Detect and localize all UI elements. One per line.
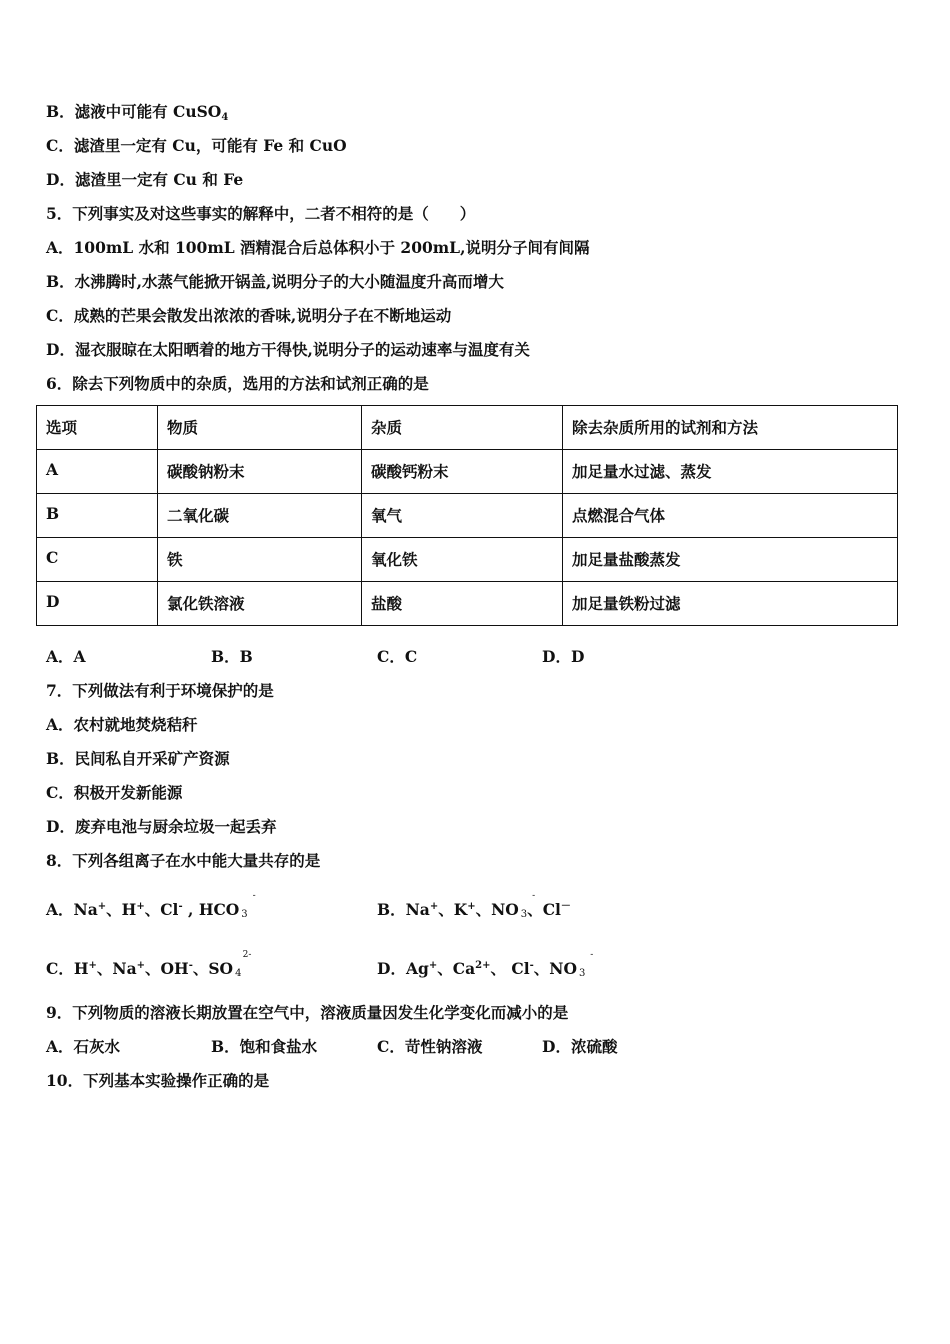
ion-charge: + xyxy=(136,901,145,912)
ion-subscript: 3 xyxy=(241,909,248,920)
separator: 、 xyxy=(527,900,543,919)
table-cell: 碳酸钙粉末 xyxy=(362,450,563,494)
separator: , xyxy=(182,900,199,919)
q9-option-c: C．苛性钠溶液 xyxy=(377,1037,483,1056)
table-header-cell: 杂质 xyxy=(362,406,563,450)
ion-symbol: Na xyxy=(73,900,98,919)
ion-symbol: Ag xyxy=(405,959,429,978)
q7-stem: 7．下列做法有利于环境保护的是 xyxy=(46,681,274,700)
ion-charge: - xyxy=(178,901,183,912)
table-cell: 加足量盐酸蒸发 xyxy=(563,538,898,582)
ion-symbol: OH xyxy=(160,959,189,978)
ion-symbol: K xyxy=(453,900,468,919)
option-label: C． xyxy=(46,959,74,978)
ion-symbol: SO xyxy=(208,959,234,978)
table-cell: 铁 xyxy=(158,538,362,582)
table-cell: 氯化铁溶液 xyxy=(158,582,362,626)
ion-charge: + xyxy=(88,960,97,971)
ion-subscript: 3 xyxy=(520,909,528,920)
ion-symbol: H xyxy=(73,959,89,978)
ion-symbol: NO xyxy=(491,900,519,919)
ion-charge: - xyxy=(532,891,536,901)
table-cell: 盐酸 xyxy=(362,582,563,626)
table-header-cell: 选项 xyxy=(37,406,158,450)
table-header-cell: 物质 xyxy=(158,406,362,450)
q6-option-d: D．D xyxy=(542,647,585,666)
table-row xyxy=(37,582,898,626)
separator: 、 xyxy=(475,900,492,919)
option-label: D． xyxy=(377,959,406,978)
table-cell: D xyxy=(37,582,158,626)
ion-charge: － xyxy=(560,901,571,912)
q6-option-b: B．B xyxy=(211,647,253,666)
polyatomic-ion xyxy=(491,891,536,925)
separator: 、 xyxy=(192,959,209,978)
separator: 、 xyxy=(533,959,550,978)
table-row xyxy=(37,538,898,582)
q8-option-b xyxy=(377,891,571,925)
q9-stem: 9．下列物质的溶液长期放置在空气中，溶液质量因发生化学变化而减小的是 xyxy=(46,1003,569,1022)
ion-charge: 2- xyxy=(242,950,252,960)
ion-symbol: Ca xyxy=(452,959,476,978)
q5-option-b: B．水沸腾时,水蒸气能掀开锅盖,说明分子的大小随温度升高而增大 xyxy=(46,272,504,291)
ion-charge: 2+ xyxy=(475,960,491,971)
separator: 、 xyxy=(144,900,161,919)
q8-stem: 8．下列各组离子在水中能大量共存的是 xyxy=(46,851,321,870)
table-cell: 碳酸钠粉末 xyxy=(158,450,362,494)
table-cell: 氧气 xyxy=(362,494,563,538)
separator: 、 xyxy=(145,959,161,978)
polyatomic-ion xyxy=(549,950,594,984)
ion-subscript: 4 xyxy=(235,968,242,979)
separator: 、 xyxy=(96,959,113,978)
separator: 、 xyxy=(437,959,453,978)
ion-symbol: Cl xyxy=(542,900,561,919)
q5-stem: 5．下列事实及对这些事实的解释中，二者不相符的是（ ） xyxy=(46,204,476,223)
table-cell: C xyxy=(37,538,158,582)
q7-option-c: C．积极开发新能源 xyxy=(46,783,183,802)
q9-option-b: B．饱和食盐水 xyxy=(211,1037,318,1056)
q6-stem: 6．除去下列物质中的杂质，选用的方法和试剂正确的是 xyxy=(46,374,429,393)
ion-symbol: Cl xyxy=(511,959,530,978)
ion-charge: - xyxy=(252,891,256,901)
ion-charge: + xyxy=(467,901,476,912)
polyatomic-ion xyxy=(208,950,252,984)
option-label: B． xyxy=(377,900,406,919)
q8-option-c xyxy=(46,950,252,984)
q4-option-b-subscript: 4 xyxy=(221,112,229,123)
table-cell: 氧化铁 xyxy=(362,538,563,582)
option-label: A． xyxy=(46,900,74,919)
q7-option-b: B．民间私自开采矿产资源 xyxy=(46,749,230,768)
q4-option-d: D．滤渣里一定有 Cu 和 Fe xyxy=(46,170,244,189)
ion-charge: - xyxy=(529,960,534,971)
q7-option-d: D．废弃电池与厨余垃圾一起丢弃 xyxy=(46,817,277,836)
ion-symbol: NO xyxy=(549,959,577,978)
separator: 、 xyxy=(106,900,122,919)
q9-option-a: A．石灰水 xyxy=(46,1037,121,1056)
q5-option-d: D．湿衣服晾在太阳晒着的地方干得快,说明分子的运动速率与温度有关 xyxy=(46,340,530,359)
ion-charge: + xyxy=(428,960,438,971)
table-cell: 二氧化碳 xyxy=(158,494,362,538)
q10-stem: 10．下列基本实验操作正确的是 xyxy=(46,1071,270,1090)
ion-charge: + xyxy=(97,901,107,912)
q9-option-d: D．浓硫酸 xyxy=(542,1037,618,1056)
table-cell: 加足量水过滤、蒸发 xyxy=(563,450,898,494)
ion-symbol: Na xyxy=(112,959,137,978)
q4-option-b-text: B．滤液中可能有 CuSO xyxy=(46,102,222,121)
q7-option-a: A．农村就地焚烧秸秆 xyxy=(46,715,198,734)
separator: 、 xyxy=(490,959,512,978)
ion-charge: + xyxy=(429,901,439,912)
table-cell: 点燃混合气体 xyxy=(563,494,898,538)
q4-option-c: C．滤渣里一定有 Cu，可能有 Fe 和 CuO xyxy=(46,136,347,155)
ion-symbol: H xyxy=(121,900,137,919)
table-cell: A xyxy=(37,450,158,494)
ion-symbol: Na xyxy=(405,900,430,919)
ion-symbol: Cl xyxy=(160,900,179,919)
q5-option-c: C．成熟的芒果会散发出浓浓的香味,说明分子在不断地运动 xyxy=(46,306,452,325)
table-cell: 加足量铁粉过滤 xyxy=(563,582,898,626)
q8-option-d xyxy=(377,950,594,984)
table-header-cell: 除去杂质所用的试剂和方法 xyxy=(563,406,898,450)
ion-charge: - xyxy=(590,950,594,960)
table-cell: B xyxy=(37,494,158,538)
q4-option-b xyxy=(46,102,228,128)
q8-option-a xyxy=(46,891,256,925)
q5-option-a: A．100mL 水和 100mL 酒精混合后总体积小于 200mL,说明分子间有间隔 xyxy=(46,238,590,257)
table-header-row xyxy=(37,406,898,450)
q6-table xyxy=(36,405,898,626)
q6-option-c: C．C xyxy=(377,647,418,666)
ion-charge: - xyxy=(188,960,193,971)
table-row xyxy=(37,450,898,494)
ion-symbol: HCO xyxy=(198,900,240,919)
separator: 、 xyxy=(438,900,454,919)
ion-subscript: 3 xyxy=(578,968,586,979)
table-row xyxy=(37,494,898,538)
ion-charge: + xyxy=(136,960,146,971)
q6-option-a: A．A xyxy=(46,647,86,666)
polyatomic-ion xyxy=(198,891,256,925)
